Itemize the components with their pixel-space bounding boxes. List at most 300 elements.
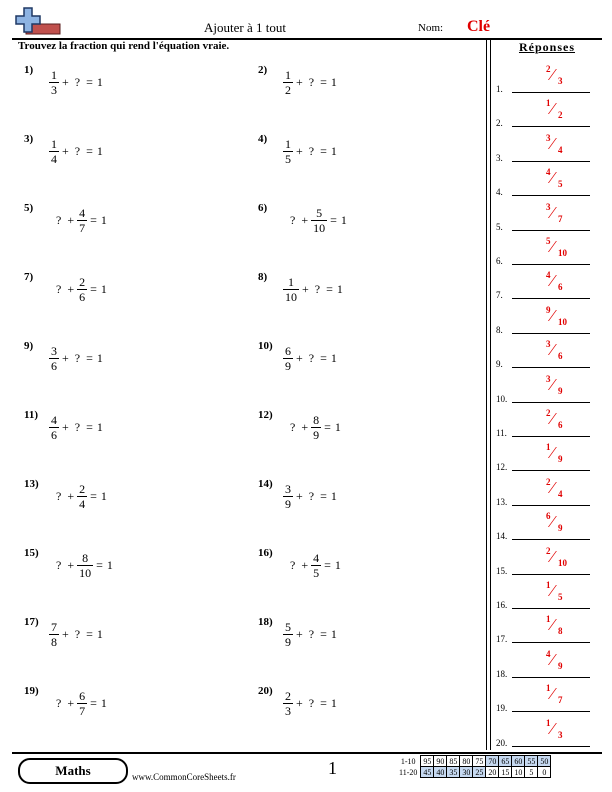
answer-number: 13.: [496, 496, 508, 507]
unknown-placeholder: ?: [74, 627, 81, 641]
answer-number: 9.: [496, 359, 503, 370]
equation: [52, 689, 109, 718]
denominator: 10: [79, 566, 92, 580]
problem-4: [258, 133, 478, 173]
answer-numerator: 1: [546, 683, 551, 694]
fraction: [283, 620, 293, 649]
answer-numerator: 4: [546, 167, 551, 178]
equals-sign: =: [90, 489, 97, 503]
plus-sign: +: [67, 558, 75, 572]
plus-sign: +: [296, 696, 303, 710]
equation: [282, 137, 339, 166]
answer-line: [512, 677, 590, 678]
numerator: 6: [79, 689, 86, 703]
answer-number: 8.: [496, 324, 503, 335]
answer-row-13: [494, 477, 598, 511]
denominator: 3: [285, 704, 291, 718]
answer-numerator: 1: [546, 580, 551, 590]
fraction: [283, 275, 299, 304]
answer-fraction: [540, 64, 580, 90]
answer-denominator: 9: [558, 660, 563, 671]
denominator: 6: [79, 290, 86, 304]
problem-number: 12): [258, 409, 273, 421]
fraction-slash: ⁄: [551, 168, 554, 188]
problem-number: 3): [24, 133, 34, 145]
fraction-slash: ⁄: [551, 718, 554, 738]
result-one: 1: [330, 75, 337, 89]
answer-numerator: 5: [546, 236, 551, 246]
problem-number: 17): [24, 616, 39, 628]
answer-numerator: 1: [546, 717, 551, 728]
equation: [52, 275, 109, 304]
denominator: 9: [313, 428, 320, 442]
score-cell: 60: [512, 756, 525, 767]
answer-number: 14.: [496, 531, 508, 542]
fraction: [49, 620, 59, 649]
fraction: [77, 689, 87, 718]
equals-sign: =: [86, 75, 93, 89]
fraction-slash: ⁄: [551, 202, 554, 222]
numerator: 4: [79, 206, 86, 220]
equals-sign: =: [96, 558, 103, 572]
unknown-placeholder: ?: [308, 696, 315, 710]
answer-numerator: 3: [546, 201, 551, 212]
score-row-1: [397, 756, 551, 767]
answers-title: Réponses: [518, 40, 575, 54]
equation: [286, 551, 343, 580]
plus-sign: +: [296, 351, 303, 365]
result-one: 1: [334, 420, 341, 434]
result-one: 1: [100, 282, 107, 296]
problem-18: [258, 616, 478, 656]
problem-number: 19): [24, 685, 39, 697]
denominator: 6: [51, 359, 57, 373]
problem-9: [24, 340, 244, 380]
answer-denominator: 10: [558, 316, 567, 327]
numerator: 3: [285, 482, 291, 496]
answer-denominator: 9: [558, 523, 563, 534]
answer-line: [512, 746, 590, 747]
answer-fraction: [540, 408, 580, 434]
numerator: 2: [285, 689, 291, 703]
score-cell: 70: [486, 756, 499, 767]
result-one: 1: [330, 144, 337, 158]
denominator: 9: [285, 359, 291, 373]
problem-10: [258, 340, 478, 380]
unknown-placeholder: ?: [74, 75, 81, 89]
plus-sign: +: [67, 213, 75, 227]
equals-sign: =: [320, 627, 327, 641]
answer-fraction: [540, 167, 580, 193]
answer-denominator: 7: [558, 213, 563, 224]
plus-sign: +: [67, 489, 75, 503]
unknown-placeholder: ?: [290, 213, 296, 227]
unknown-placeholder: ?: [74, 144, 81, 158]
equals-sign: =: [86, 420, 93, 434]
answer-numerator: 1: [546, 98, 551, 109]
answer-row-12: [494, 442, 598, 476]
plus-sign: +: [302, 282, 309, 296]
answer-row-19: [494, 683, 598, 717]
equation: [52, 206, 109, 235]
score-row-2: [397, 767, 551, 778]
equals-sign: =: [320, 489, 327, 503]
denominator: 10: [313, 221, 326, 235]
score-cell: 15: [499, 767, 512, 778]
answer-numerator: 2: [546, 408, 551, 418]
answer-line: [512, 402, 590, 403]
numerator: 6: [285, 344, 291, 358]
answer-fraction: [540, 477, 580, 503]
answer-row-5: [494, 202, 598, 236]
equals-sign: =: [90, 282, 97, 296]
denominator: 4: [51, 152, 57, 166]
denominator: 7: [79, 221, 86, 235]
fraction: [77, 206, 87, 235]
plus-sign-logo-icon: [12, 6, 64, 36]
fraction-slash: ⁄: [551, 684, 554, 704]
answer-line: [512, 642, 590, 643]
numerator: 1: [285, 68, 291, 82]
plus-sign: +: [67, 696, 75, 710]
fraction-slash: ⁄: [551, 477, 554, 497]
problem-14: [258, 478, 478, 518]
denominator: 6: [51, 428, 57, 442]
plus-sign: +: [301, 558, 309, 572]
problem-number: 20): [258, 685, 273, 697]
denominator: 9: [285, 497, 291, 511]
score-cell: 55: [525, 756, 538, 767]
answer-numerator: 1: [546, 614, 551, 625]
answer-row-4: [494, 167, 598, 201]
plus-sign: +: [62, 75, 69, 89]
problem-number: 5): [24, 202, 34, 214]
answer-denominator: 6: [558, 351, 563, 362]
worksheet-title: Ajouter à 1 tout: [204, 20, 286, 35]
fraction: [49, 68, 59, 97]
numerator: 3: [51, 344, 57, 358]
answer-numerator: 4: [546, 270, 551, 281]
score-cell: 30: [460, 767, 473, 778]
equation: [282, 68, 339, 97]
result-one: 1: [100, 489, 107, 503]
answer-numerator: 3: [546, 339, 551, 350]
score-table: [397, 755, 551, 778]
numerator: 2: [79, 275, 86, 289]
result-one: 1: [340, 213, 347, 227]
unknown-placeholder: ?: [56, 282, 62, 296]
fraction: [283, 344, 293, 373]
plus-sign: +: [301, 420, 309, 434]
plus-sign: +: [296, 144, 303, 158]
answer-number: 1.: [496, 84, 503, 94]
equation: [48, 137, 105, 166]
plus-sign: +: [67, 282, 75, 296]
denominator: 8: [51, 635, 57, 649]
equation: [48, 413, 105, 442]
denominator: 3: [51, 83, 57, 97]
answer-number: 3.: [496, 152, 503, 163]
result-one: 1: [330, 696, 337, 710]
equation: [282, 689, 339, 718]
equals-sign: =: [324, 420, 331, 434]
problem-5: [24, 202, 244, 242]
fraction-slash: ⁄: [551, 133, 554, 153]
score-cell: 50: [538, 756, 551, 767]
result-one: 1: [330, 351, 337, 365]
problem-17: [24, 616, 244, 656]
equals-sign: =: [86, 144, 93, 158]
fraction: [283, 689, 293, 718]
fraction-slash: ⁄: [551, 581, 554, 600]
result-one: 1: [96, 144, 103, 158]
answer-number: 7.: [496, 290, 503, 301]
result-one: 1: [96, 420, 103, 434]
fraction-slash: ⁄: [551, 546, 554, 566]
equals-sign: =: [326, 282, 333, 296]
answer-numerator: 2: [546, 545, 551, 556]
problem-19: [24, 685, 244, 725]
answer-line: [512, 505, 590, 506]
answer-row-8: [494, 305, 598, 339]
answer-denominator: 3: [558, 729, 563, 740]
fraction: [283, 482, 293, 511]
answer-number: 2.: [496, 118, 503, 129]
problem-number: 9): [24, 340, 34, 352]
unknown-placeholder: ?: [308, 75, 315, 89]
answer-number: 5.: [496, 221, 503, 232]
unknown-placeholder: ?: [56, 558, 62, 572]
numerator: 1: [285, 137, 291, 151]
fraction: [77, 551, 93, 580]
problem-number: 7): [24, 271, 34, 283]
problem-number: 1): [24, 64, 34, 76]
fraction: [49, 344, 59, 373]
fraction: [311, 413, 321, 442]
equals-sign: =: [320, 144, 327, 158]
answer-row-6: [494, 236, 598, 270]
fraction-slash: ⁄: [551, 340, 554, 360]
problem-number: 10): [258, 340, 273, 352]
unknown-placeholder: ?: [290, 420, 296, 434]
answer-numerator: 2: [546, 476, 551, 487]
fraction: [311, 206, 327, 235]
answer-row-18: [494, 649, 598, 683]
denominator: 10: [285, 290, 297, 304]
problem-number: 15): [24, 547, 39, 559]
fraction-slash: ⁄: [551, 615, 554, 635]
answer-number: 18.: [496, 668, 508, 679]
answer-column-divider-right: [490, 38, 491, 750]
answer-fraction: [540, 270, 580, 296]
answer-denominator: 9: [558, 385, 563, 396]
equation: [48, 68, 105, 97]
problem-1: [24, 64, 244, 104]
problem-6: [258, 202, 478, 242]
problem-12: [258, 409, 478, 449]
unknown-placeholder: ?: [74, 351, 81, 365]
answer-denominator: 6: [558, 420, 563, 430]
answer-row-15: [494, 546, 598, 580]
problem-number: 8): [258, 271, 268, 283]
answer-fraction: [540, 305, 580, 331]
answer-line: [512, 539, 590, 540]
numerator: 5: [316, 206, 323, 220]
plus-sign: +: [296, 627, 303, 641]
equation: [282, 275, 345, 304]
equals-sign: =: [320, 75, 327, 89]
answer-fraction: [540, 580, 580, 606]
problem-number: 6): [258, 202, 268, 214]
fraction-slash: ⁄: [551, 237, 554, 256]
answer-numerator: 1: [546, 442, 551, 453]
unknown-placeholder: ?: [308, 144, 315, 158]
result-one: 1: [330, 627, 337, 641]
answer-numerator: 2: [546, 64, 551, 74]
answer-line: [512, 711, 590, 712]
denominator: 5: [285, 152, 291, 166]
fraction: [49, 137, 59, 166]
answer-number: 17.: [496, 634, 508, 645]
answer-number: 4.: [496, 187, 503, 198]
answer-denominator: 9: [558, 454, 563, 465]
result-one: 1: [96, 75, 103, 89]
unknown-placeholder: ?: [56, 213, 62, 227]
numerator: 2: [79, 482, 86, 496]
denominator: 7: [79, 704, 86, 718]
equation: [286, 206, 349, 235]
equals-sign: =: [320, 696, 327, 710]
answer-row-17: [494, 614, 598, 648]
plus-sign: +: [296, 489, 303, 503]
numerator: 8: [313, 413, 320, 427]
problem-number: 11): [24, 409, 39, 421]
score-cell: 45: [421, 767, 434, 778]
result-one: 1: [96, 351, 103, 365]
problem-number: 18): [258, 616, 273, 628]
score-cell: 75: [473, 756, 486, 767]
problem-3: [24, 133, 244, 173]
answer-line: [512, 264, 590, 265]
denominator: 2: [285, 83, 291, 97]
problem-16: [258, 547, 478, 587]
answer-row-20: [494, 718, 598, 752]
denominator: 5: [313, 566, 320, 580]
name-label: Nom:: [418, 22, 444, 34]
numerator: 4: [51, 413, 57, 427]
answer-numerator: 4: [546, 648, 551, 659]
equation: [52, 551, 115, 580]
answer-line: [512, 92, 590, 93]
answer-number: 19.: [496, 703, 508, 714]
score-row-label: 1-10: [400, 756, 416, 766]
answer-fraction: [540, 236, 580, 262]
answer-numerator: 3: [546, 132, 551, 143]
answer-row-14: [494, 511, 598, 545]
answer-number: 20.: [496, 737, 508, 748]
fraction: [283, 137, 293, 166]
unknown-placeholder: ?: [308, 489, 315, 503]
fraction-slash: ⁄: [551, 271, 554, 291]
answer-line: [512, 298, 590, 299]
answer-number: 10.: [496, 393, 508, 404]
answer-line: [512, 126, 590, 127]
plus-sign: +: [296, 75, 303, 89]
answer-denominator: 10: [558, 557, 567, 568]
unknown-placeholder: ?: [74, 420, 81, 434]
fraction: [283, 68, 293, 97]
equation: [282, 344, 339, 373]
answer-fraction: [540, 133, 580, 159]
equation: [52, 482, 109, 511]
equals-sign: =: [86, 351, 93, 365]
fraction-slash: ⁄: [551, 65, 554, 84]
answer-denominator: 5: [558, 179, 563, 190]
unknown-placeholder: ?: [314, 282, 321, 296]
fraction: [77, 482, 87, 511]
numerator: 1: [288, 275, 294, 289]
score-cell: 0: [538, 767, 551, 778]
answer-fraction: [540, 546, 580, 572]
numerator: 1: [51, 68, 57, 82]
answer-line: [512, 436, 590, 437]
answer-line: [512, 195, 590, 196]
website-link[interactable]: www.CommonCoreSheets.fr: [132, 772, 236, 782]
answer-row-3: [494, 133, 598, 167]
fraction-slash: ⁄: [551, 99, 554, 119]
equals-sign: =: [90, 696, 97, 710]
fraction-slash: ⁄: [551, 374, 554, 394]
numerator: 5: [285, 620, 291, 634]
result-one: 1: [100, 696, 107, 710]
equals-sign: =: [320, 351, 327, 365]
answer-line: [512, 470, 590, 471]
subject-badge: Maths: [18, 758, 128, 784]
answer-row-11: [494, 408, 598, 442]
answer-denominator: 7: [558, 695, 563, 706]
fraction-slash: ⁄: [551, 409, 554, 428]
answer-line: [512, 367, 590, 368]
score-cell: 5: [525, 767, 538, 778]
answer-numerator: 3: [546, 373, 551, 384]
equation: [48, 344, 105, 373]
answer-number: 16.: [496, 600, 508, 610]
score-cell: 95: [421, 756, 434, 767]
answer-numerator: 6: [546, 511, 551, 522]
score-cell: 65: [499, 756, 512, 767]
answer-fraction: [540, 98, 580, 124]
plus-sign: +: [62, 351, 69, 365]
answer-column-divider-left: [486, 38, 487, 750]
score-cell: 25: [473, 767, 486, 778]
fraction: [49, 413, 59, 442]
problem-20: [258, 685, 478, 725]
answer-fraction: [540, 649, 580, 675]
answer-number: 6.: [496, 256, 503, 266]
plus-sign: +: [62, 627, 69, 641]
result-one: 1: [336, 282, 343, 296]
answer-denominator: 3: [558, 76, 563, 86]
score-cell: 90: [434, 756, 447, 767]
answer-fraction: [540, 202, 580, 228]
answer-denominator: 2: [558, 110, 563, 121]
answer-line: [512, 161, 590, 162]
problem-number: 13): [24, 478, 39, 490]
problem-2: [258, 64, 478, 104]
problem-13: [24, 478, 244, 518]
result-one: 1: [106, 558, 113, 572]
problem-8: [258, 271, 478, 311]
